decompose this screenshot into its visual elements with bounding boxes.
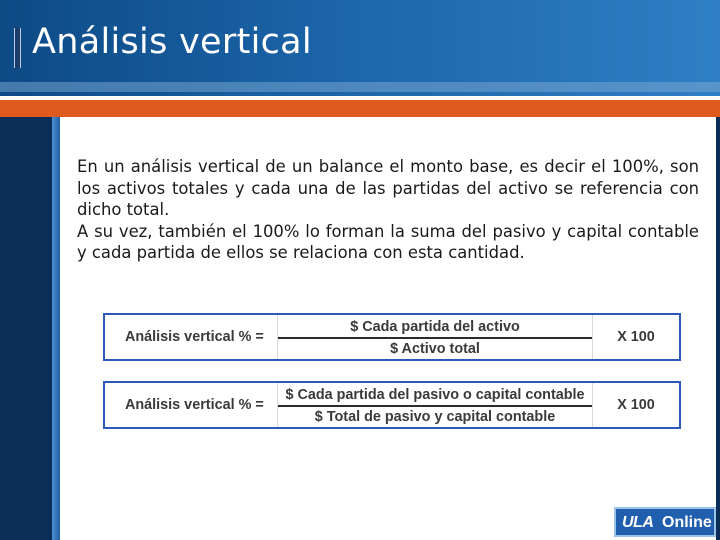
left-side-panel (0, 117, 52, 540)
side-panel-divider (52, 117, 60, 540)
title-accent-bar (14, 28, 21, 68)
ula-online-logo (614, 507, 716, 537)
formula-label: Análisis vertical % = (125, 397, 264, 413)
slide-body (77, 156, 699, 264)
formula-multiplier: X 100 (617, 397, 655, 413)
formula-denominator: $ Total de pasivo y capital contable (314, 409, 556, 425)
orange-divider-bar (0, 100, 720, 117)
header-decoration (0, 82, 720, 92)
slide-header (0, 0, 720, 96)
formula-label: Análisis vertical % = (125, 329, 264, 345)
formula-numerator: $ Cada partida del activo (350, 319, 520, 335)
formula-multiplier: X 100 (617, 329, 655, 345)
paragraph-base-pasivo: A su vez, también el 100% lo forman la suma del pasivo y capital contable y cada partida de ellos se relaciona con esta cantidad. (77, 221, 699, 262)
slide-title: Análisis vertical (32, 22, 312, 62)
formula-box-activo (103, 313, 681, 361)
paragraph-base-activos: En un análisis vertical de un balance el monto base, es decir el 100%, son los activos totales y cada una de las partidas del activo se referencia con dicho total. (77, 157, 699, 219)
logo-text: Online (662, 514, 712, 531)
logo-mark: ULA (622, 514, 654, 531)
right-edge-bar (716, 117, 720, 540)
formula-box-pasivo (103, 381, 681, 429)
formula-numerator: $ Cada partida del pasivo o capital contable (285, 387, 585, 403)
formula-denominator: $ Activo total (390, 341, 480, 357)
